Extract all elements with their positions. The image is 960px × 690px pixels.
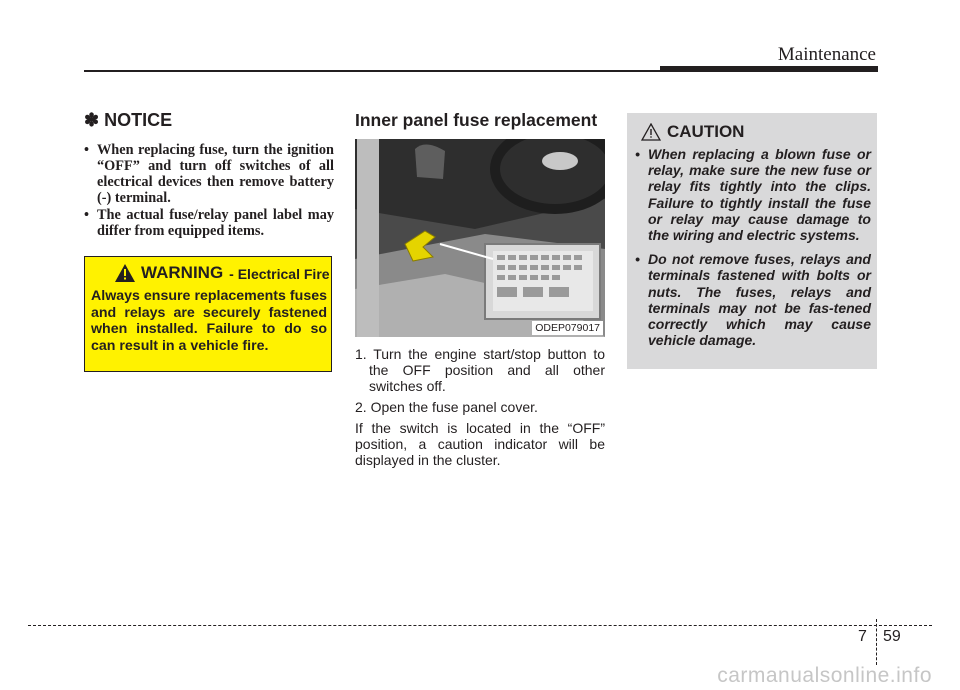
caution-item: • When replacing a blown fuse or relay, make sure the new fuse or relay fits tightly into the clips. Failure to tightly install the fuse or relay may cause damage to the wiring and electric systems. (635, 146, 871, 244)
warning-box (84, 256, 332, 372)
photo-caption: ODEP079017 (532, 321, 603, 335)
caution-item: • Do not remove fuses, relays and terminals fastened with bolts or nuts. The fuses, relays and terminals may not be fas-tened correctly which may cause vehicle damage. (635, 251, 871, 349)
procedure-steps (355, 346, 605, 468)
watermark: carmanualsonline.info (717, 664, 932, 687)
footer-divider (876, 619, 877, 665)
caution-box (627, 113, 877, 369)
procedure-note: If the switch is located in the “OFF” position, a caution indicator will be displayed in the cluster. (355, 420, 605, 468)
section-header: Maintenance (777, 44, 876, 65)
warning-label: WARNING (141, 263, 224, 282)
notice-title: ✽ NOTICE (84, 110, 173, 130)
warning-triangle-icon (115, 264, 135, 282)
dashboard-illustration (355, 139, 605, 337)
footer-rule (28, 625, 932, 626)
caution-triangle-icon (641, 123, 661, 141)
warning-header (115, 264, 330, 282)
page-number: 59 (883, 628, 901, 645)
fuse-panel-photo (355, 139, 605, 337)
section-title: Inner panel fuse replacement (355, 110, 598, 130)
warning-subtitle: - Electrical Fire (229, 266, 330, 282)
caution-label: CAUTION (667, 122, 745, 141)
chapter-number: 7 (858, 628, 867, 645)
warning-text: Always ensure replacements fuses and relays are securely fastened when installed. Failure to do so can result in a vehicle fire. (91, 288, 327, 354)
notice-list (84, 142, 334, 240)
notice-item: • The actual fuse/relay panel label may differ from equipped items. (84, 207, 334, 239)
header-rule (84, 70, 660, 72)
notice-item: • When replacing fuse, turn the ignition “OFF” and turn off switches of all electrical devices then remove battery (-) terminal. (84, 142, 334, 206)
procedure-step: 1. Turn the engine start/stop button to the OFF position and all other switches off. (355, 346, 605, 394)
procedure-step: 2. Open the fuse panel cover. (355, 399, 538, 415)
header-rule-accent (660, 66, 878, 72)
caution-header (641, 122, 744, 142)
caution-list (635, 146, 871, 356)
